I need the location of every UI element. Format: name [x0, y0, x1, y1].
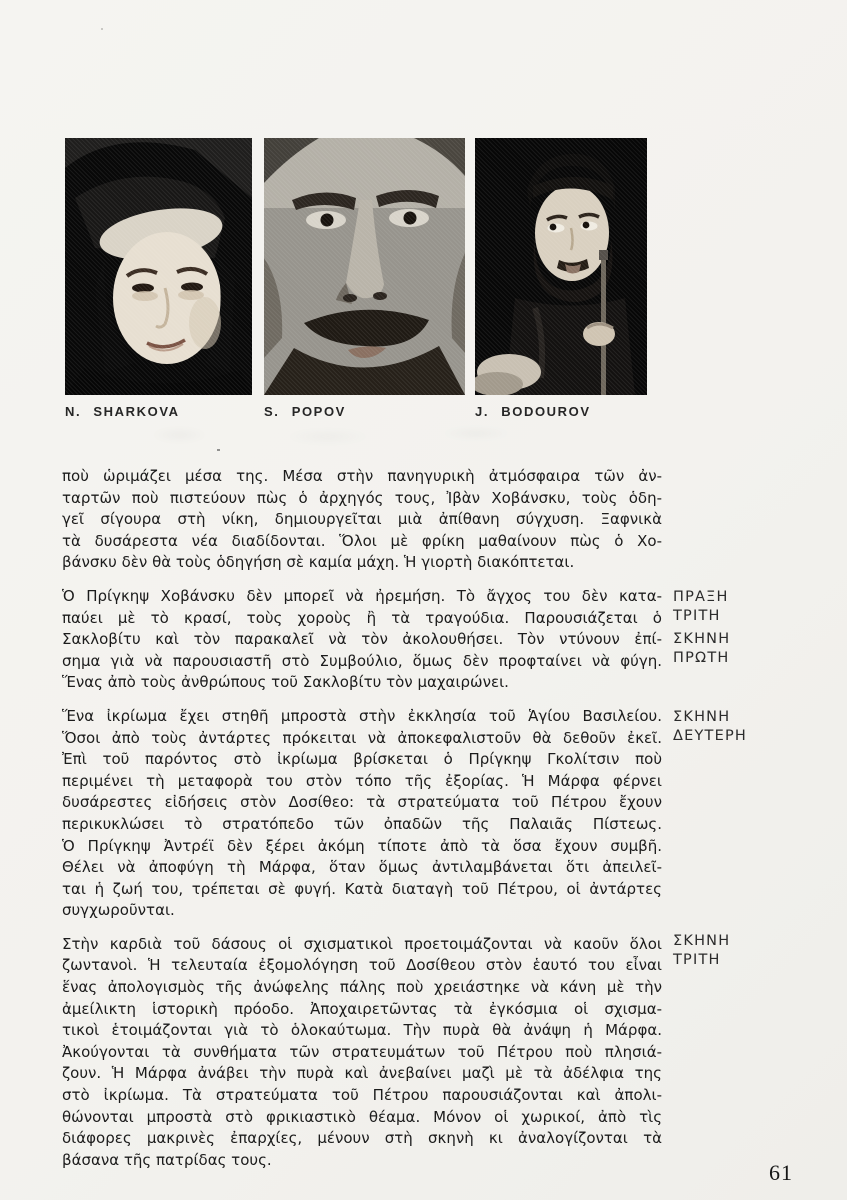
photo-caption-bodourov: J. BODOUROV [475, 404, 591, 419]
text-line: γεῖ σίγουρα στὴ νίκη, δημιουργεῖται μιὰ ἀπίθανη σύγχυση. Ξαφνικὰ [62, 510, 662, 529]
text-line: Ἀκούγονται τὰ συνθήματα τῶν στρατευμάτων τοῦ Πέτρου ποὺ πλησιά- [62, 1042, 662, 1061]
margin-label-line: ΠΡΑΞΗ [673, 589, 729, 605]
text-line: Ὅσοι ἀπὸ τοὺς ἀντάρτες πρόκειται νὰ ἀποκεφαλιστοῦν θὰ δεθοῦν ἐκεῖ. [62, 728, 662, 747]
text-line: τικοὶ ἑτοιμάζονται γιὰ τὸ ὁλοκαύτωμα. Τὴν πυρὰ θὰ ἀνάψη ἡ Μάρφα. [62, 1021, 662, 1040]
photo-bodourov [475, 138, 647, 419]
text-line: Ὁ Πρίγκηψ Ἀντρέϊ δὲν ξέρει ἀκόμη τίποτε ἀπὸ τὰ ὅσα ἔχουν συμβῆ. [62, 836, 662, 855]
popov-portrait-drawing [264, 138, 465, 395]
margin-label-line: ΤΡΙΤΗ [673, 608, 721, 624]
text-line: Σακλοβίτυ καὶ τὸν παρακαλεῖ νὰ τὸν ἀκολουθήσει. Τὸν ντύνουν ἐπί- [62, 630, 662, 649]
text-line: δυσάρεστες εἰδήσεις στὸν Δοσίθεο: τὰ στρατεύματα τοῦ Πέτρου ἔχουν [62, 793, 662, 812]
text-line: περικυκλώσει τὸ στρατόπεδο τῶν ὀπαδῶν τῆς Παλαιᾶς Πίστεως. [62, 814, 662, 833]
text-line: συγχωροῦνται. [62, 901, 175, 920]
text-line: Ἕνα ἰκρίωμα ἔχει στηθῆ μπροστὰ στὴν ἐκκλησία τοῦ Ἁγίου Βασιλείου. [62, 706, 662, 725]
margin-label-line: ΔΕΥΤΕΡΗ [673, 728, 748, 744]
page-number: 61 [769, 1160, 793, 1185]
text-line: Ἐπὶ τοῦ παρόντος στὸ ἰκρίωμα βρίσκεται ὁ Πρίγκηψ Γκολίτσιν ποὺ [62, 750, 662, 769]
photo-caption-sharkova: N. SHARKOVA [65, 404, 180, 419]
margin-label-line: ΣΚΗΝΗ [673, 709, 731, 725]
page-showthrough-artifact [105, 419, 600, 451]
text-line: ζουν. Ἡ Μάρφα ἀνάβει τὴν πυρὰ καὶ ἀνεβαίνει μαζὶ μὲ τὰ ἀδέλφια της [62, 1064, 662, 1083]
text-line: περιμένει τὴ μεταφορὰ του στὸν τόπο τῆς ἐξορίας. Ἡ Μάρφα φέρνει [62, 771, 662, 790]
text-line: Θέλει νὰ ἀποφύγη τὴ Μάρφα, ὅταν ὅμως ἀντιλαμβάνεται ὅτι ἀπειλεῖ- [62, 858, 662, 877]
synopsis-text-column [62, 466, 662, 1183]
text-line: ποὺ ὡριμάζει μέσα της. Μέσα στὴν πανηγυρικὴ ἀτμόσφαιρα τῶν ἀν- [62, 467, 662, 485]
scan-speck [217, 449, 220, 451]
text-line: Ἕνας ἀπὸ τοὺς ἀνθρώπους τοῦ Σακλοβίτυ τὸν μαχαιρώνει. [62, 673, 509, 692]
margin-label-line: ΤΡΙΤΗ [673, 952, 721, 968]
synopsis-paragraph-3 [62, 706, 662, 922]
text-line: βάσανα τῆς πατρίδας τους. [62, 1150, 272, 1169]
margin-label-line: ΠΡΩΤΗ [673, 650, 730, 666]
text-line: τὰ δυσάρεστα νέα διαδίδονται. Ὅλοι μὲ φρίκη μαθαίνουν πὼς ὁ Χο- [62, 531, 662, 550]
photo-sharkova [65, 138, 252, 419]
margin-label-scene-one [673, 630, 823, 668]
margin-label-line: ΣΚΗΝΗ [673, 933, 731, 949]
margin-label-scene-two [673, 708, 823, 746]
sharkova-portrait-image [65, 138, 252, 395]
popov-portrait-image [264, 138, 465, 395]
text-line: ἕνας ἀπολογισμὸς τῆς ἀνώφελης πάλης ποὺ χρειάστηκε νὰ κάνη μὲ τὴν [62, 978, 662, 997]
synopsis-paragraph-4 [62, 934, 662, 1172]
margin-label-scene-three [673, 932, 823, 970]
text-line: Στὴν καρδιὰ τοῦ δάσους οἱ σχισματικοὶ προετοιμάζονται νὰ καοῦν ὅλοι [62, 934, 662, 953]
photo-popov [264, 138, 465, 419]
synopsis-paragraph-2 [62, 586, 662, 694]
text-line: διάφορες μακρινὲς ἐπαρχίες, μένουν στὴ σκηνὴ κι ἀναλογίζονται τὰ [62, 1129, 662, 1148]
text-line: Ὁ Πρίγκηψ Χοβάνσκυ δὲν μπορεῖ νὰ ἠρεμήση. Τὸ ἄγχος του δὲν κατα- [62, 586, 662, 605]
text-line: ται ἡ ζωή του, τρέπεται σὲ φυγή. Κατὰ διαταγὴ τοῦ Πέτρου, οἱ ἀντάρτες [62, 879, 662, 898]
text-line: σημα γιὰ νὰ παρουσιαστῆ στὸ Συμβούλιο, ὅμως δὲν προφταίνει νὰ φύγη. [62, 651, 662, 670]
text-line: ζωντανοὶ. Ἡ τελευταία ἐξομολόγηση τοῦ Δοσίθεου στὸν ἑαυτό του εἶναι [62, 956, 662, 975]
text-line: στὸ ἰκρίωμα. Τὰ στρατεύματα τοῦ Πέτρου παρουσιάζονται καὶ ἀπολι- [62, 1086, 662, 1105]
text-line: ἀμείλικτη ἱστορικὴ πρόοδο. Ἀποχαιρετῶντας τὰ ἐγκόσμια οἱ σχισμα- [62, 999, 662, 1018]
text-line: θώνονται μπροστὰ στὸ φρικιαστικὸ θέαμα. Μόνον οἱ χωρικοί, ἀπὸ τὶς [62, 1107, 662, 1126]
photo-caption-popov: S. POPOV [264, 404, 346, 419]
text-line: βάνσκυ δὲν θὰ τοὺς ὁδηγήση σὲ καμία μάχη. Ἡ γιορτὴ διακόπτεται. [62, 553, 575, 572]
scan-speck [101, 28, 103, 30]
text-line: ταρτῶν ποὺ πιστεύουν πὼς ὁ ἀρχηγός τους, Ἰβὰν Χοβάνσκυ, τοὺς ὁδη- [62, 488, 662, 507]
bodourov-portrait-drawing [475, 138, 647, 395]
bodourov-portrait-image [475, 138, 647, 395]
text-line: παύει μὲ τὸ κρασί, τοὺς χοροὺς ἢ τὰ τραγούδια. Παρουσιάζεται ὁ [62, 608, 662, 627]
sharkova-portrait-drawing [65, 138, 252, 395]
synopsis-paragraph-1 [62, 466, 662, 574]
margin-label-line: ΣΚΗΝΗ [673, 631, 731, 647]
margin-label-act-three [673, 588, 823, 626]
